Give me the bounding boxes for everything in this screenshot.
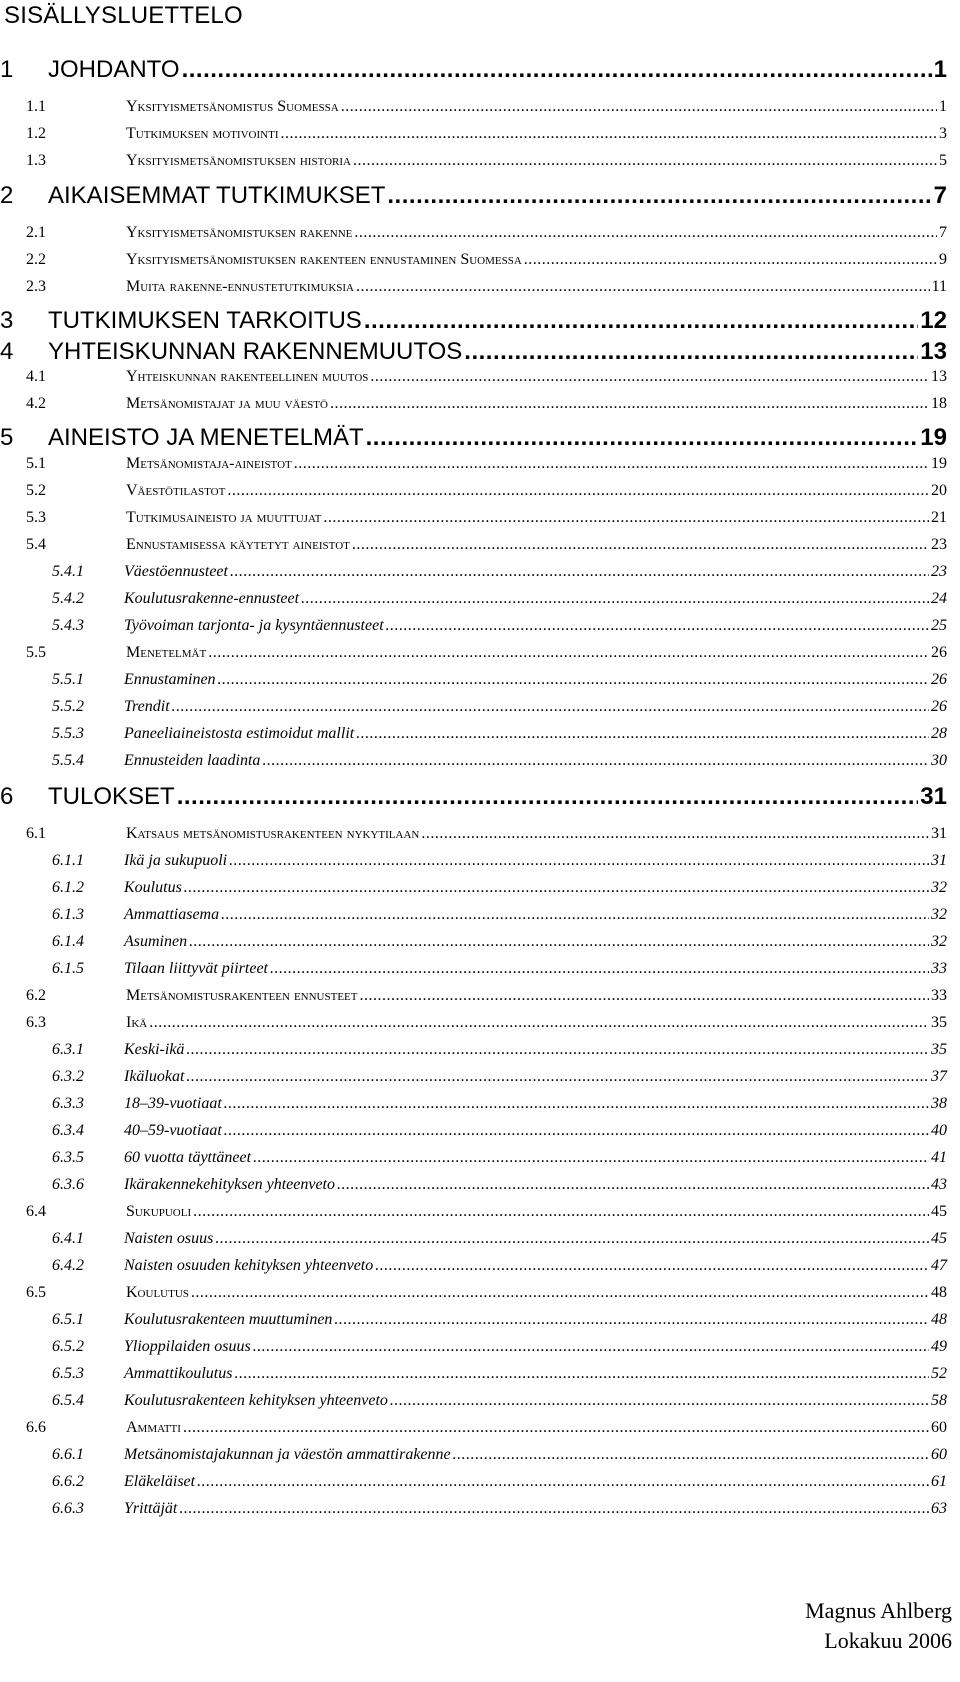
toc-page-number: 7	[933, 182, 947, 209]
toc-entry-title: Paneeliaineistosta estimoidut mallit	[124, 725, 355, 742]
toc-entry-number: 6.6	[26, 1419, 46, 1436]
toc-entry-level-3[interactable]	[0, 906, 947, 928]
toc-dot-leader	[387, 182, 931, 210]
toc-entry-title: Yksityismetsänomistuksen historia	[126, 152, 351, 169]
toc-dot-leader	[334, 1311, 929, 1329]
toc-entry-number: 5	[0, 424, 14, 451]
toc-page-number: 32	[931, 933, 947, 950]
toc-page-number: 26	[931, 644, 947, 661]
toc-entry-title: Tilaan liittyvät piirteet	[124, 960, 268, 977]
toc-entry-title: AINEISTO JA MENETELMÄT	[48, 424, 364, 451]
toc-entry-title: Ennustamisessa käytetyt aineistot	[126, 536, 350, 553]
toc-entry-title: Ikäluokat	[124, 1068, 185, 1085]
toc-entry-title: 60 vuotta täyttäneet	[124, 1149, 252, 1166]
toc-page-number: 19	[920, 424, 947, 451]
toc-entry-number: 1	[0, 56, 14, 83]
toc-entry-number: 5.5.1	[52, 671, 84, 688]
toc-title: SISÄLLYSLUETTELO	[4, 2, 243, 29]
toc-entry-number: 2.2	[26, 251, 46, 268]
toc-entry-title: Yksityismetsänomistus Suomessa	[126, 98, 339, 115]
toc-dot-leader	[182, 56, 932, 84]
toc-entry-level-3[interactable]	[0, 1122, 947, 1144]
toc-page-number: 48	[931, 1311, 947, 1328]
toc-dot-leader	[229, 852, 929, 870]
toc-entry-level-2[interactable]	[0, 509, 947, 531]
toc-entry-title: Yrittäjät	[124, 1500, 178, 1517]
toc-dot-leader	[224, 1122, 929, 1140]
toc-dot-leader	[186, 1041, 929, 1059]
toc-entry-level-2[interactable]	[0, 1284, 947, 1306]
toc-entry-title: Keski-ikä	[124, 1041, 185, 1058]
toc-page-number: 31	[920, 783, 947, 810]
toc-page-number: 45	[931, 1203, 947, 1220]
toc-dot-leader	[354, 224, 937, 242]
toc-entry-title: Ammattiasema	[124, 906, 220, 923]
toc-page-number: 33	[931, 960, 947, 977]
toc-entry-number: 1.1	[26, 98, 46, 115]
toc-entry-number: 6.4.2	[52, 1257, 84, 1274]
toc-entry-level-1[interactable]	[0, 783, 947, 813]
toc-entry-number: 6.1.3	[52, 906, 84, 923]
toc-entry-number: 6.3.5	[52, 1149, 84, 1166]
toc-entry-number: 2.3	[26, 278, 46, 295]
toc-dot-leader	[270, 960, 929, 978]
toc-entry-level-3[interactable]	[0, 852, 947, 874]
toc-dot-leader	[294, 455, 929, 473]
toc-page-number: 30	[931, 752, 947, 769]
toc-entry-level-3[interactable]	[0, 1149, 947, 1171]
toc-entry-title: Yksityismetsänomistuksen rakenteen ennustaminen Suomessa	[126, 251, 522, 268]
toc-entry-number: 5.5.2	[52, 698, 84, 715]
toc-entry-level-3[interactable]	[0, 671, 947, 693]
toc-entry-number: 4	[0, 338, 14, 365]
toc-page-number: 23	[931, 536, 947, 553]
toc-entry-number: 5.4.1	[52, 563, 84, 580]
toc-dot-leader	[280, 125, 937, 143]
signature-date: Lokakuu 2006	[824, 1628, 952, 1653]
toc-page-number: 1	[933, 56, 947, 83]
toc-entry-level-3[interactable]	[0, 617, 947, 639]
toc-entry-title: 18–39-vuotiaat	[124, 1095, 222, 1112]
toc-entry-number: 5.2	[26, 482, 46, 499]
toc-entry-title: Metsänomistusrakenteen ennusteet	[126, 987, 358, 1004]
toc-entry-number: 6.5.3	[52, 1365, 84, 1382]
toc-entry-number: 6.3.4	[52, 1122, 84, 1139]
toc-entry-title: Ennustaminen	[124, 671, 216, 688]
toc-entry-number: 6.2	[26, 987, 46, 1004]
toc-entry-title: Katsaus metsänomistusrakenteen nykytilaan	[126, 825, 420, 842]
toc-entry-level-3[interactable]	[0, 1257, 947, 1279]
toc-entry-title: Metsänomistaja-aineistot	[126, 455, 292, 472]
toc-entry-number: 6	[0, 783, 14, 810]
toc-entry-level-2[interactable]	[0, 368, 947, 390]
toc-page-number: 60	[931, 1446, 947, 1463]
toc-entry-number: 4.1	[26, 368, 46, 385]
toc-entry-title: Eläkeläiset	[124, 1473, 196, 1490]
toc-entry-title: Yhteiskunnan rakenteellinen muutos	[126, 368, 369, 385]
toc-entry-number: 6.5.1	[52, 1311, 84, 1328]
toc-entry-level-3[interactable]	[0, 1230, 947, 1252]
toc-page-number: 58	[931, 1392, 947, 1409]
toc-entry-number: 5.5	[26, 644, 46, 661]
toc-entry-number: 6.3.3	[52, 1095, 84, 1112]
toc-page-number: 31	[931, 852, 947, 869]
toc-dot-leader	[323, 509, 929, 527]
toc-page-number: 63	[931, 1500, 947, 1517]
toc-entry-level-2[interactable]	[0, 224, 947, 246]
toc-page-number: 43	[931, 1176, 947, 1193]
toc-entry-level-3[interactable]	[0, 1338, 947, 1360]
toc-dot-leader	[208, 644, 929, 662]
toc-entry-level-3[interactable]	[0, 725, 947, 747]
author-name: Magnus Ahlberg	[805, 1598, 952, 1623]
toc-dot-leader	[183, 1419, 929, 1437]
toc-dot-leader	[224, 1095, 929, 1113]
toc-entry-level-2[interactable]	[0, 1203, 947, 1225]
toc-entry-title: Tutkimusaineisto ja muuttujat	[126, 509, 322, 526]
toc-dot-leader	[341, 98, 937, 116]
toc-entry-number: 5.5.4	[52, 752, 84, 769]
toc-page-number: 23	[931, 563, 947, 580]
toc-dot-leader	[253, 1338, 929, 1356]
toc-entry-level-3[interactable]	[0, 590, 947, 612]
toc-entry-level-2[interactable]	[0, 251, 947, 273]
toc-page-number: 32	[931, 879, 947, 896]
toc-entry-level-3[interactable]	[0, 563, 947, 585]
toc-entry-number: 6.4.1	[52, 1230, 84, 1247]
toc-entry-number: 6.1.4	[52, 933, 84, 950]
toc-entry-level-1[interactable]	[0, 338, 947, 368]
toc-dot-leader	[453, 1446, 929, 1464]
toc-entry-level-3[interactable]	[0, 933, 947, 955]
toc-dot-leader	[464, 338, 918, 366]
toc-entry-level-3[interactable]	[0, 1068, 947, 1090]
toc-dot-leader	[227, 482, 929, 500]
toc-entry-number: 6.5.4	[52, 1392, 84, 1409]
toc-entry-number: 6.6.3	[52, 1500, 84, 1517]
toc-page-number: 18	[931, 395, 947, 412]
toc-dot-leader	[218, 671, 929, 689]
toc-dot-leader	[360, 987, 930, 1005]
toc-page-number: 24	[931, 590, 947, 607]
toc-entry-level-2[interactable]	[0, 98, 947, 120]
toc-page-number: 40	[931, 1122, 947, 1139]
toc-entry-number: 6.3.1	[52, 1041, 84, 1058]
toc-entry-level-2[interactable]	[0, 987, 947, 1009]
toc-page-number: 25	[931, 617, 947, 634]
toc-entry-title: Koulutusrakenne-ennusteet	[124, 590, 300, 607]
toc-page-number: 60	[931, 1419, 947, 1436]
toc-entry-title: Naisten osuuden kehityksen yhteenveto	[124, 1257, 374, 1274]
toc-dot-leader	[215, 1230, 929, 1248]
toc-dot-leader	[189, 933, 929, 951]
toc-page-number: 13	[931, 368, 947, 385]
toc-entry-level-3[interactable]	[0, 1392, 947, 1414]
toc-dot-leader	[221, 906, 929, 924]
toc-page-number: 38	[931, 1095, 947, 1112]
toc-dot-leader	[356, 278, 930, 296]
toc-page-number: 35	[931, 1041, 947, 1058]
toc-entry-title: Metsänomistajat ja muu väestö	[126, 395, 328, 412]
toc-entry-level-2[interactable]	[0, 644, 947, 666]
toc-entry-level-1[interactable]	[0, 182, 947, 212]
toc-entry-level-2[interactable]	[0, 482, 947, 504]
toc-page-number: 47	[931, 1257, 947, 1274]
toc-entry-number: 6.5	[26, 1284, 46, 1301]
toc-page-number: 3	[939, 125, 947, 142]
toc-entry-number: 5.1	[26, 455, 46, 472]
toc-dot-leader	[337, 1176, 929, 1194]
toc-dot-leader	[197, 1473, 929, 1491]
toc-dot-leader	[230, 563, 929, 581]
toc-entry-number: 3	[0, 307, 14, 334]
toc-entry-title: TUTKIMUKSEN TARKOITUS	[48, 307, 362, 334]
toc-entry-level-3[interactable]	[0, 752, 947, 774]
toc-entry-title: Ylioppilaiden osuus	[124, 1338, 251, 1355]
toc-dot-leader	[186, 1068, 929, 1086]
toc-entry-level-3[interactable]	[0, 879, 947, 901]
toc-entry-title: Ikä	[126, 1014, 148, 1031]
toc-page-number: 33	[931, 987, 947, 1004]
toc-dot-leader	[330, 395, 929, 413]
toc-entry-level-2[interactable]	[0, 536, 947, 558]
toc-page-number: 21	[931, 509, 947, 526]
toc-entry-title: Menetelmät	[126, 644, 207, 661]
toc-entry-title: Ennusteiden laadinta	[124, 752, 261, 769]
toc-page-number: 11	[931, 278, 947, 295]
toc-page-number: 1	[939, 98, 947, 115]
toc-dot-leader	[253, 1149, 929, 1167]
toc-entry-level-3[interactable]	[0, 698, 947, 720]
toc-entry-title: Yksityismetsänomistuksen rakenne	[126, 224, 353, 241]
toc-dot-leader	[366, 424, 919, 452]
toc-dot-leader	[234, 1365, 929, 1383]
toc-page-number: 32	[931, 906, 947, 923]
toc-entry-level-1[interactable]	[0, 56, 947, 86]
toc-entry-title: Ammatti	[126, 1419, 181, 1436]
toc-entry-level-2[interactable]	[0, 455, 947, 477]
toc-entry-title: Koulutus	[126, 1284, 189, 1301]
toc-entry-title: Koulutusrakenteen muuttuminen	[124, 1311, 333, 1328]
toc-page-number: 49	[931, 1338, 947, 1355]
toc-dot-leader	[149, 1014, 929, 1032]
toc-page-number: 13	[920, 338, 947, 365]
toc-entry-level-2[interactable]	[0, 1419, 947, 1441]
signature-block	[805, 1596, 952, 1656]
toc-entry-title: Muita rakenne-ennustetutkimuksia	[126, 278, 354, 295]
toc-page-number: 45	[931, 1230, 947, 1247]
toc-entry-number: 6.5.2	[52, 1338, 84, 1355]
toc-entry-title: Koulutus	[124, 879, 182, 896]
toc-dot-leader	[179, 1500, 929, 1518]
toc-entry-level-3[interactable]	[0, 1500, 947, 1522]
toc-entry-level-3[interactable]	[0, 1446, 947, 1468]
toc-entry-number: 2.1	[26, 224, 46, 241]
toc-entry-title: Trendit	[124, 698, 170, 715]
toc-page-number: 52	[931, 1365, 947, 1382]
toc-entry-title: Ikä ja sukupuoli	[124, 852, 228, 869]
toc-page-number: 5	[939, 152, 947, 169]
toc-dot-leader	[370, 368, 929, 386]
toc-entry-title: YHTEISKUNNAN RAKENNEMUUTOS	[48, 338, 463, 365]
toc-entry-level-3[interactable]	[0, 1365, 947, 1387]
toc-dot-leader	[352, 536, 929, 554]
toc-entry-title: TULOKSET	[48, 783, 175, 810]
toc-dot-leader	[375, 1257, 929, 1275]
toc-entry-title: Asuminen	[124, 933, 188, 950]
toc-entry-number: 1.3	[26, 152, 46, 169]
toc-entry-number: 5.3	[26, 509, 46, 526]
toc-dot-leader	[353, 152, 937, 170]
toc-entry-number: 6.6.1	[52, 1446, 84, 1463]
toc-page-number: 37	[931, 1068, 947, 1085]
toc-page-number: 26	[931, 671, 947, 688]
toc-entry-level-2[interactable]	[0, 152, 947, 174]
toc-entry-level-2[interactable]	[0, 1014, 947, 1036]
toc-entry-title: Työvoiman tarjonta- ja kysyntäennusteet	[124, 617, 384, 634]
toc-dot-leader	[390, 1392, 929, 1410]
toc-entry-number: 4.2	[26, 395, 46, 412]
toc-dot-leader	[301, 590, 929, 608]
toc-page-number: 48	[931, 1284, 947, 1301]
toc-entry-number: 1.2	[26, 125, 46, 142]
toc-entry-level-2[interactable]	[0, 278, 947, 300]
toc-dot-leader	[524, 251, 937, 269]
toc-page-number: 9	[939, 251, 947, 268]
toc-entry-number: 6.3	[26, 1014, 46, 1031]
toc-dot-leader	[386, 617, 929, 635]
toc-entry-title: Metsänomistajakunnan ja väestön ammattirakenne	[124, 1446, 451, 1463]
toc-page-number: 26	[931, 698, 947, 715]
toc-page-number: 19	[931, 455, 947, 472]
toc-dot-leader	[421, 825, 929, 843]
toc-entry-level-3[interactable]	[0, 1176, 947, 1198]
toc-dot-leader	[184, 879, 929, 897]
toc-dot-leader	[262, 752, 929, 770]
toc-page-number: 61	[931, 1473, 947, 1490]
toc-entry-number: 6.1.1	[52, 852, 84, 869]
toc-entry-level-3[interactable]	[0, 1041, 947, 1063]
toc-entry-level-1[interactable]	[0, 424, 947, 454]
toc-entry-number: 6.3.2	[52, 1068, 84, 1085]
toc-entry-number: 6.3.6	[52, 1176, 84, 1193]
toc-dot-leader	[177, 783, 919, 811]
toc-entry-number: 6.1.2	[52, 879, 84, 896]
toc-entry-number: 6.1.5	[52, 960, 84, 977]
toc-entry-title: Ikärakennekehityksen yhteenveto	[124, 1176, 335, 1193]
toc-entry-title: Sukupuoli	[126, 1203, 192, 1220]
toc-entry-level-3[interactable]	[0, 1473, 947, 1495]
toc-entry-title: Ammattikoulutus	[124, 1365, 233, 1382]
toc-entry-level-2[interactable]	[0, 125, 947, 147]
toc-entry-title: Tutkimuksen motivointi	[126, 125, 279, 142]
toc-entry-title: JOHDANTO	[48, 56, 180, 83]
toc-entry-title: Koulutusrakenteen kehityksen yhteenveto	[124, 1392, 388, 1409]
toc-entry-number: 6.1	[26, 825, 46, 842]
toc-dot-leader	[193, 1203, 929, 1221]
toc-page-number: 20	[931, 482, 947, 499]
toc-entry-number: 6.4	[26, 1203, 46, 1220]
toc-entry-number: 5.4.2	[52, 590, 84, 607]
toc-page-number: 31	[931, 825, 947, 842]
toc-entry-level-3[interactable]	[0, 1095, 947, 1117]
toc-page-number: 28	[931, 725, 947, 742]
toc-entry-title: 40–59-vuotiaat	[124, 1122, 222, 1139]
toc-entry-number: 2	[0, 182, 14, 209]
toc-entry-number: 5.4	[26, 536, 46, 553]
toc-dot-leader	[356, 725, 929, 743]
toc-entry-title: Väestötilastot	[126, 482, 226, 499]
toc-entry-level-1[interactable]	[0, 307, 947, 337]
toc-page-number: 12	[920, 307, 947, 334]
toc-dot-leader	[364, 307, 918, 335]
toc-entry-title: Naisten osuus	[124, 1230, 214, 1247]
toc-entry-level-3[interactable]	[0, 960, 947, 982]
toc-page-number: 41	[931, 1149, 947, 1166]
toc-entry-title: AIKAISEMMAT TUTKIMUKSET	[48, 182, 386, 209]
toc-dot-leader	[172, 698, 929, 716]
toc-page-number: 35	[931, 1014, 947, 1031]
toc-entry-level-2[interactable]	[0, 395, 947, 417]
toc-entry-number: 6.6.2	[52, 1473, 84, 1490]
toc-entry-title: Väestöennusteet	[124, 563, 228, 580]
toc-page-number: 7	[939, 224, 947, 241]
toc-entry-level-2[interactable]	[0, 825, 947, 847]
toc-dot-leader	[191, 1284, 929, 1302]
toc-entry-number: 5.5.3	[52, 725, 84, 742]
toc-entry-level-3[interactable]	[0, 1311, 947, 1333]
toc-entry-number: 5.4.3	[52, 617, 84, 634]
